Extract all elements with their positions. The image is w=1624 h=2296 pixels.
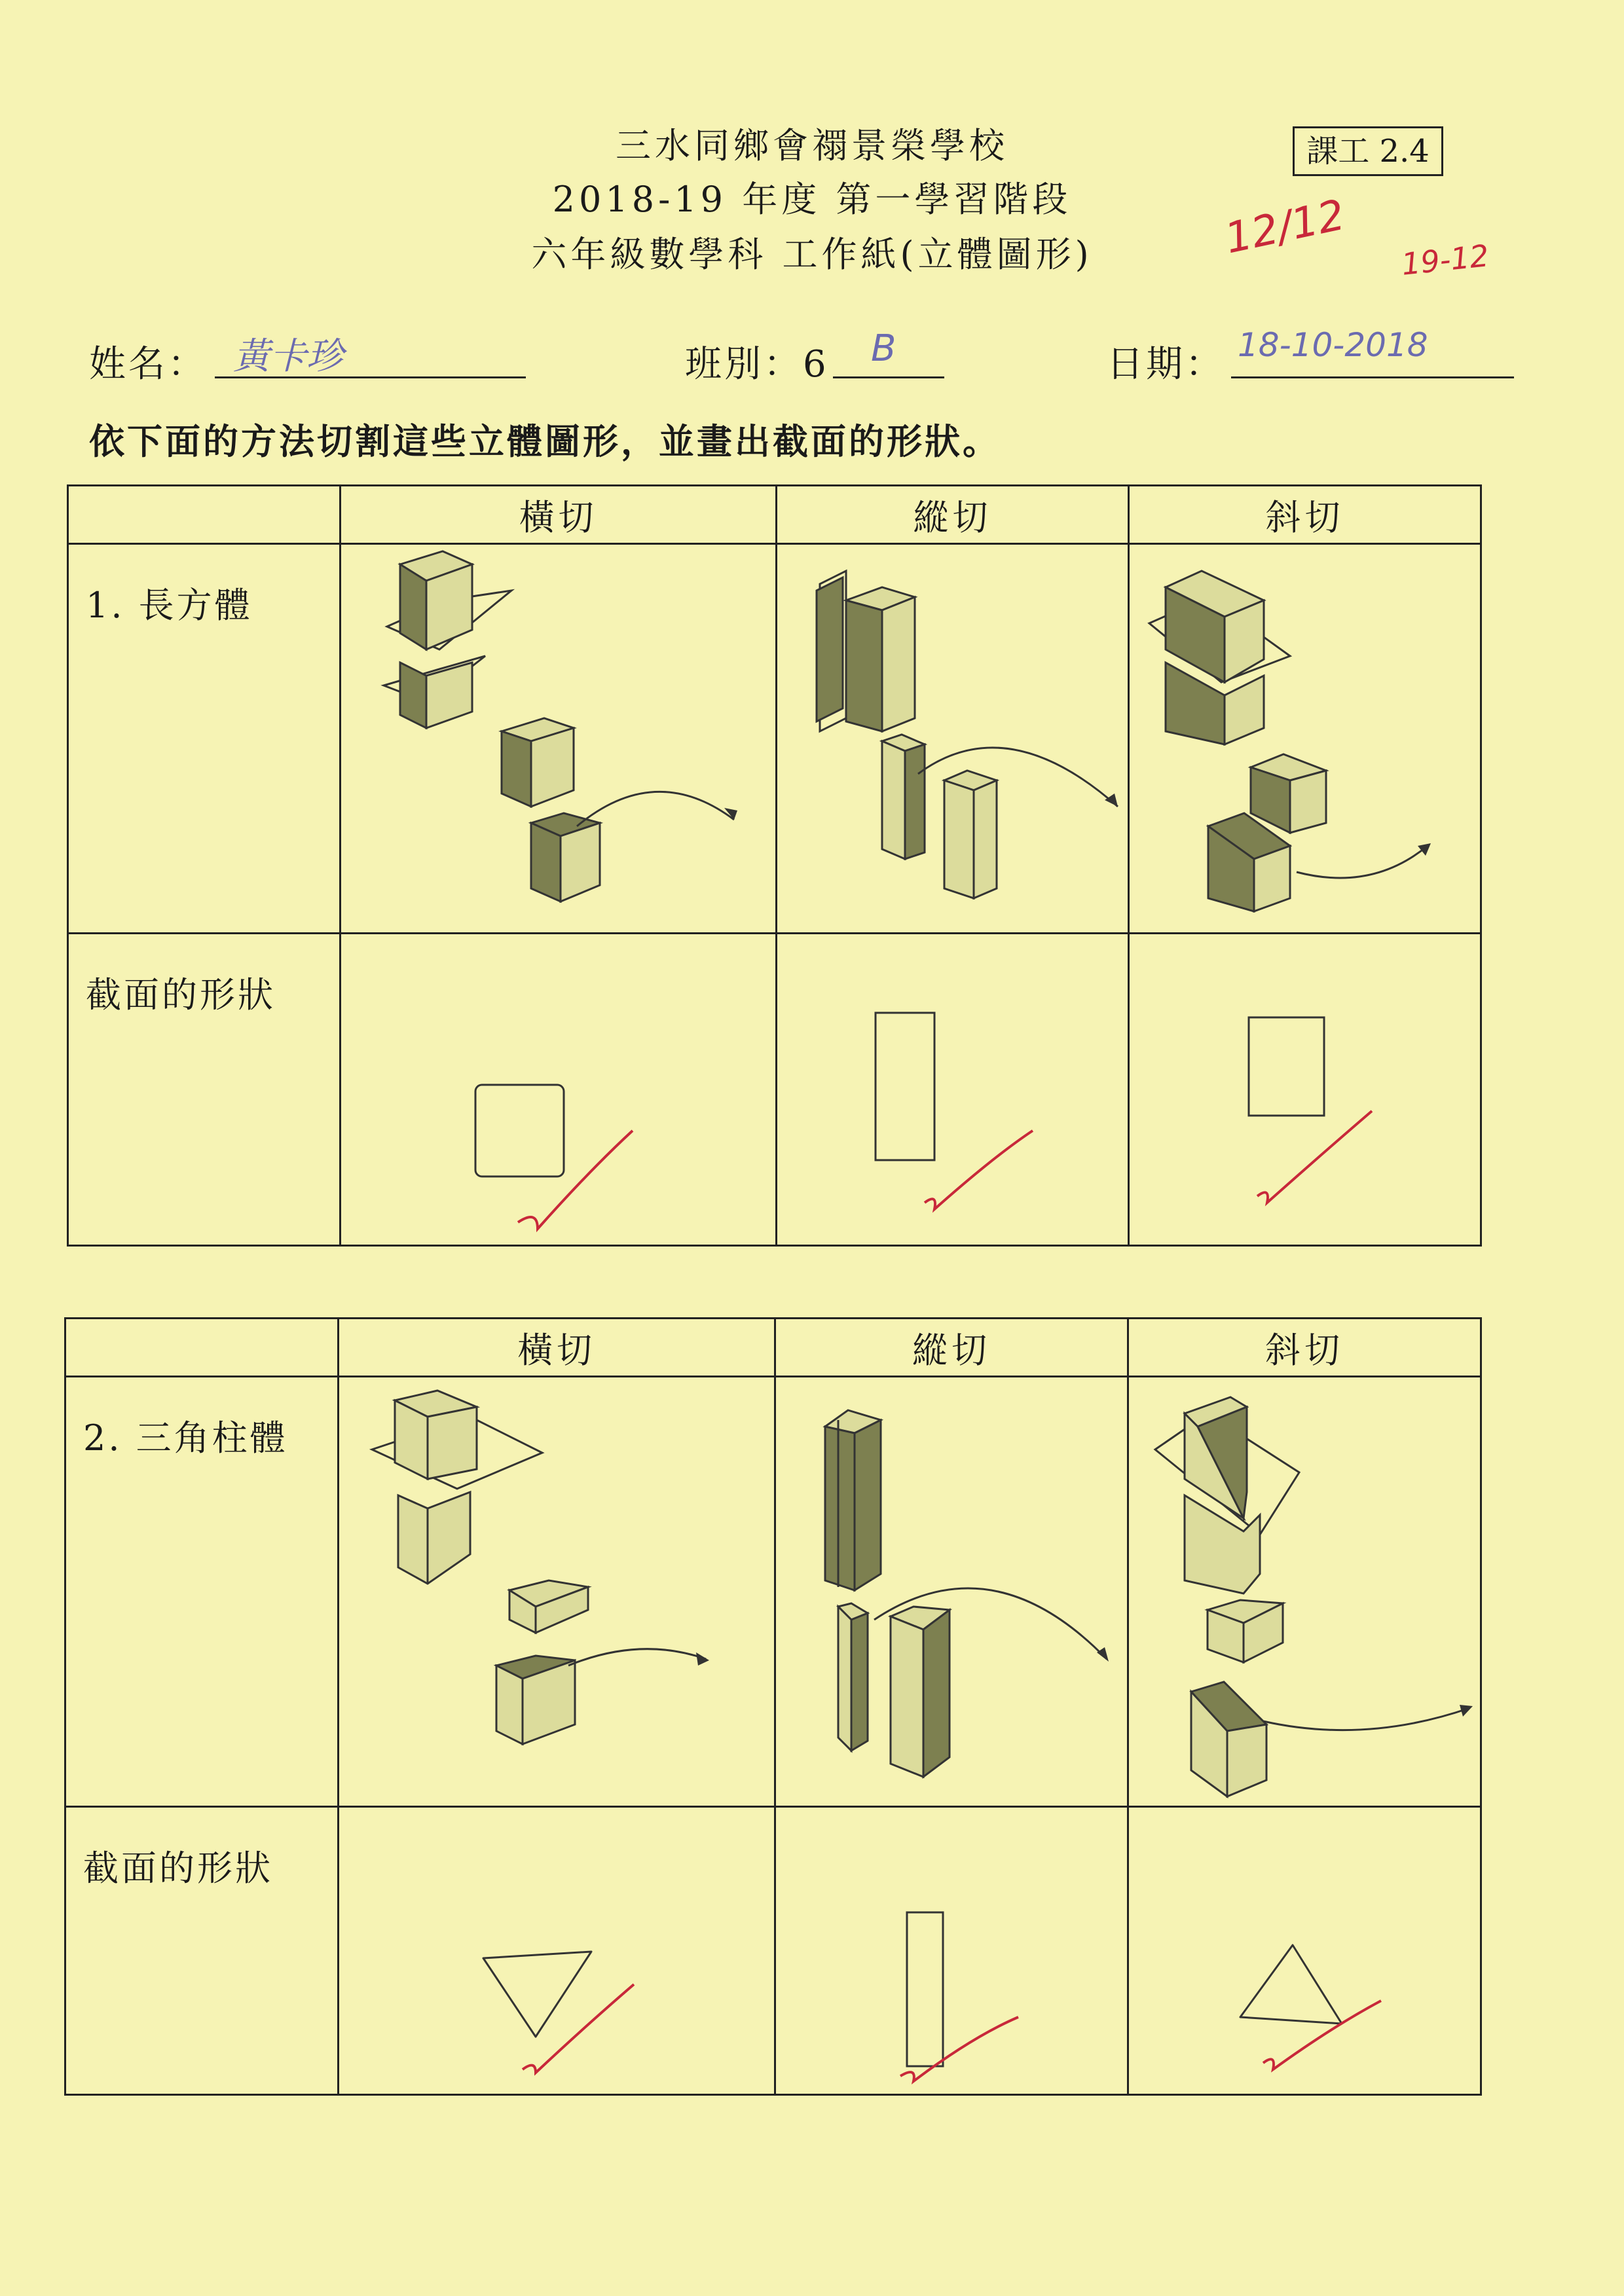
answer-rectangle-oblique [1130,934,1482,1245]
row-label-triangular-prism: 2. 三角柱體 [83,1417,288,1459]
table-row [65,1377,1481,1807]
table-header-row [68,486,1481,544]
instruction-text: 依下面的方法切割這些立體圖形，並畫出截面的形狀。 [89,421,1001,462]
worksheet-table-2 [64,1317,1482,2096]
column-header-vertical: 縱切 [777,486,1129,544]
prism-oblique-cut-illustration [1129,1377,1482,1806]
cuboid-vertical-cut-illustration [777,545,1130,932]
column-header-horizontal: 橫切 [339,1319,775,1377]
column-header-oblique: 斜切 [1129,486,1481,544]
table-row [68,934,1481,1246]
answer-rectangle-prism-vertical [776,1808,1129,2094]
answer-triangle-oblique [1129,1808,1482,2094]
school-year: 2018-19 年度 第一學習階段 [552,179,1072,220]
date-underline [1231,376,1514,378]
prism-vertical-cut-illustration [776,1377,1129,1806]
marking-date: 19-12 [1399,238,1491,282]
date-value: 18-10-2018 [1238,326,1428,364]
header-blank [65,1319,339,1377]
score-mark: 12/12 [1221,191,1350,264]
school-name: 三水同鄉會禤景榮學校 [616,125,1008,166]
row-label-cross-section: 截面的形狀 [86,974,276,1015]
worksheet-subject: 六年級數學科 工作紙(立體圖形) [531,234,1093,275]
worksheet-code: 課工 2.4 [1293,126,1443,176]
prism-horizontal-cut-illustration [339,1377,776,1806]
row-label-cross-section: 截面的形狀 [83,1848,273,1889]
name-label: 姓名： [89,343,207,386]
column-header-oblique: 斜切 [1128,1319,1481,1377]
table-row [68,544,1481,934]
date-label: 日期： [1107,343,1225,386]
class-value: B [871,327,896,370]
answer-rectangle-vertical [777,934,1130,1245]
cuboid-horizontal-cut-illustration [341,545,777,932]
row-label-cuboid: 1. 長方體 [86,585,253,626]
header-blank [68,486,341,544]
column-header-vertical: 縱切 [775,1319,1128,1377]
table-header-row [65,1319,1481,1377]
name-value: 黃卡珍 [233,335,343,378]
class-label: 班別：6 [685,343,829,386]
table-row [65,1807,1481,2095]
column-header-horizontal: 橫切 [341,486,777,544]
answer-square-horizontal [341,934,777,1245]
worksheet-table-1 [67,484,1482,1247]
cuboid-oblique-cut-illustration [1130,545,1482,932]
class-underline [833,376,944,378]
answer-triangle-horizontal [339,1808,776,2094]
